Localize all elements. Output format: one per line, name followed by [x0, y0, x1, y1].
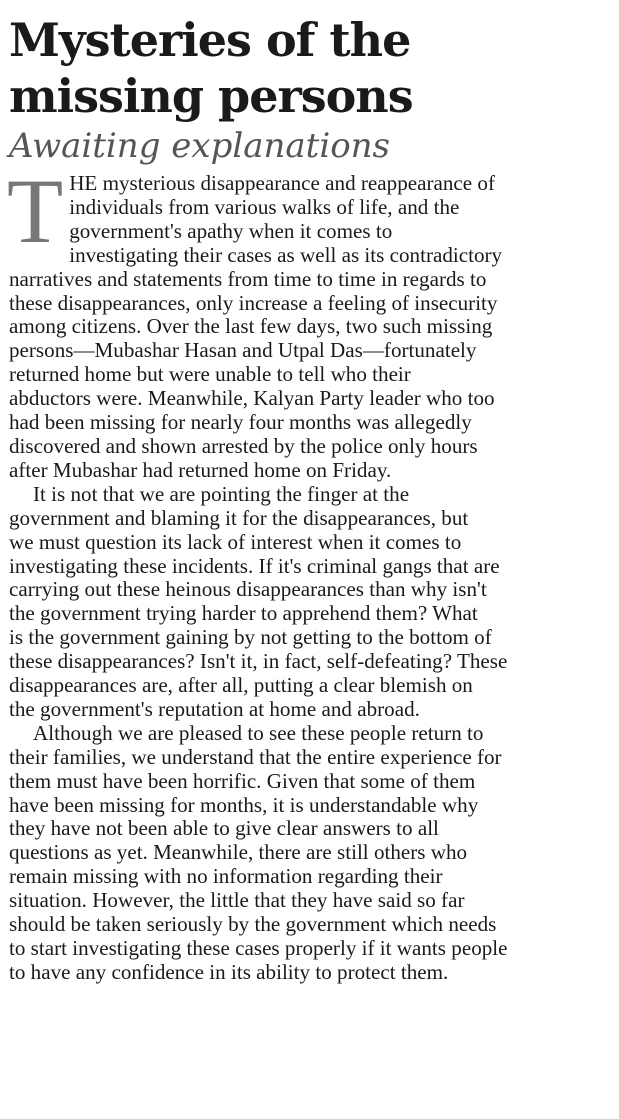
paragraph-2: It is not that we are pointing the finger at the government and blaming it for the disappearances, but we must question its lack of interest when it comes to investigating these incidents. If it's criminal gangs that are carrying out these heinous disappearances than why isn't the government trying harder to apprehend them? What is the government gaining by not getting to the bottom of these disappearances? Isn't it, in fact, self-defeating? These disappearances are, after all, putting a clear blemish on the government's reputation at home and abroad. — [9, 481, 508, 721]
editorial-article — [9, 12, 609, 985]
headline-text: Mysteries of the missing persons — [9, 13, 413, 123]
article-subhead: Awaiting explanations — [9, 126, 391, 166]
paragraph-1 — [7, 160, 609, 483]
article-body — [7, 160, 609, 985]
drop-cap: T — [7, 160, 64, 262]
paragraph-3: Although we are pleased to see these people return to their families, we understand that the entire experience for them must have been horrific. Given that some of them have been missing for months, it is understandable why they have not been able to give clear answers to all questions as yet. Meanwhile, there are still others who remain missing with no information regarding their situation. However, the little that they have said so far should be taken seriously by the government which needs to start investigating these cases properly if it wants people to have any confidence in its ability to protect them. — [9, 720, 508, 984]
article-headline — [9, 12, 609, 124]
paragraph-1-text: HE mysterious disappearance and reappearance of individuals from various walks of life, and the government's apathy when it comes to investigating their cases as well as its contradictory narratives and statements from time to time in regards to these disappearances, only increase a feeling of insecurity among citizens. Over the last few days, two such missing persons—Mubashar Hasan and Utpal Das—fortunately returned home but were unable to tell who their abductors were. Meanwhile, Kalyan Party leader who too had been missing for nearly four months was allegedly discovered and shown arrested by the police only hours after Mubashar had returned home on Friday. — [9, 171, 503, 482]
